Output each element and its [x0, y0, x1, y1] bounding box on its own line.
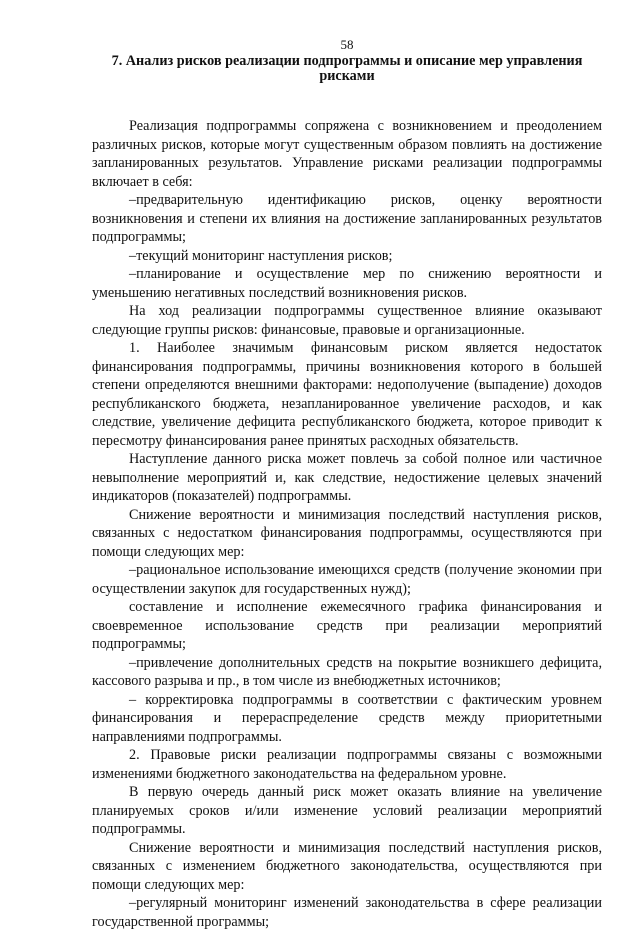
list-item: –текущий мониторинг наступления рисков;	[129, 247, 393, 264]
document-body	[92, 117, 602, 931]
list-item: –планирование и осуществление мер по снижению вероятности и уменьшению негативных последствий возникновения рисков.	[92, 266, 602, 301]
list-item: составление и исполнение ежемесячного графика финансирования и своевременное использование средств при реализации мероприятий подпрограммы;	[92, 599, 602, 652]
paragraph: На ход реализации подпрограммы существенное влияние оказывают следующие группы рисков: финансовые, правовые и организационные.	[92, 303, 602, 338]
paragraph: Снижение вероятности и минимизация последствий наступления рисков, связанных с недостатком финансирования подпрограммы, осуществляются при помощи следующих мер:	[92, 506, 602, 560]
list-item: – корректировка подпрограммы в соответствии с фактическим уровнем финансирования и перераспределение средств между приоритетными направлениями подпрограммы.	[92, 691, 602, 745]
paragraph: Реализация подпрограммы сопряжена с возникновением и преодолением различных рисков, которые могут существенным образом повлиять на достижение запланированных результатов. Управление рисками реализации подпрограммы включает в себя:	[92, 118, 602, 190]
paragraph: 2. Правовые риски реализации подпрограммы связаны с возможными изменениями бюджетного законодательства на федеральном уровне.	[92, 747, 602, 782]
paragraph: 1. Наиболее значимым финансовым риском является недостаток финансирования подпрограммы, причины возникновения которого в большей степени определяются внешними факторами: недополучение (выпадение) доходов республиканского бюджета, незапланированное увеличение расходов, и как следствие, увеличение дефицита республиканского бюджета, которое приводит к пересмотру финансирования ранее принятых расходных обязательств.	[92, 340, 602, 449]
page-number: 58	[340, 37, 354, 52]
paragraph: Наступление данного риска может повлечь за собой полное или частичное невыполнение мероприятий и, как следствие, недостижение целевых значений индикаторов (показателей) подпрограммы.	[92, 451, 602, 504]
list-item: –предварительную идентификацию рисков, оценку вероятности возникновения и степени их влияния на достижение запланированных результатов подпрограммы;	[92, 192, 602, 245]
paragraph: В первую очередь данный риск может оказать влияние на увеличение планируемых сроков и/или изменение условий реализации мероприятий подпрограммы.	[92, 784, 602, 837]
list-item: –привлечение дополнительных средств на покрытие возникшего дефицита, кассового разрыва и пр., в том числе из внебюджетных источников;	[92, 654, 602, 689]
list-item: –регулярный мониторинг изменений законодательства в сфере реализации государственной программы;	[92, 895, 602, 930]
paragraph: Снижение вероятности и минимизация последствий наступления рисков, связанных с изменением бюджетного законодательства, осуществляются при помощи следующих мер:	[92, 839, 602, 893]
list-item: –рациональное использование имеющихся средств (получение экономии при осуществлении закупок для государственных нужд);	[92, 562, 602, 597]
section-title: 7. Анализ рисков реализации подпрограммы и описание мер управления рисками	[111, 53, 583, 84]
